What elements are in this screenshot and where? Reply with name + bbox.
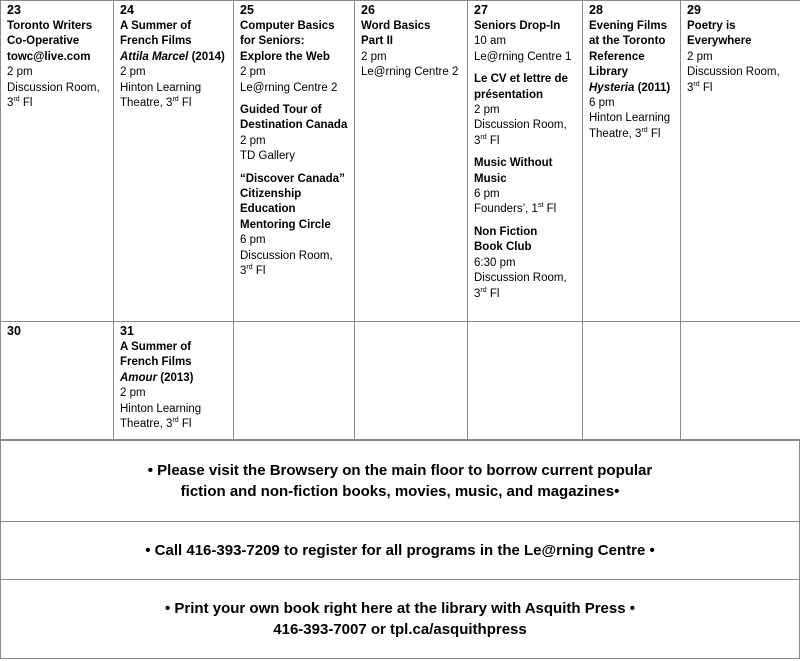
event-title: at the Toronto <box>589 35 666 48</box>
film-year: (2013) <box>157 371 194 384</box>
floor-ordinal: rd <box>480 134 487 142</box>
floor-number: 3 <box>474 134 481 147</box>
event <box>120 19 229 111</box>
day-cell <box>583 322 681 440</box>
event <box>474 19 578 65</box>
day-number: 27 <box>474 3 488 17</box>
event-title: Citizenship <box>240 188 302 201</box>
event-title: Evening Films <box>589 20 667 32</box>
event-location: Le@rning Centre 2 <box>361 66 459 79</box>
event-location: Le@rning Centre 1 <box>474 50 572 63</box>
event-title: towc@live.com <box>7 50 91 63</box>
floor-suffix: Fl <box>252 265 266 278</box>
day-cell <box>234 322 355 440</box>
event-time: 2 pm <box>474 104 500 117</box>
day-cell <box>355 322 468 440</box>
event-title: French Films <box>120 356 192 369</box>
notice-line: • Please visit the Browsery on the main floor to borrow current popular <box>147 462 653 479</box>
floor-suffix: Fl <box>486 287 500 300</box>
day-number: 30 <box>7 324 21 338</box>
day-number: 31 <box>120 324 134 338</box>
notice-line: • Print your own book right here at the library with Asquith Press • <box>164 600 635 617</box>
film-title <box>120 371 229 386</box>
floor-suffix: Fl <box>699 81 713 94</box>
week-row <box>1 322 800 440</box>
floor-suffix: Fl <box>178 418 192 431</box>
event-title: Destination Canada <box>240 119 348 132</box>
day-cell <box>681 322 800 440</box>
event-title: Poetry is <box>687 20 736 32</box>
event-title: Book Club <box>474 241 532 254</box>
event-time: 6 pm <box>589 97 615 110</box>
event-time: 2 pm <box>240 66 266 79</box>
event-time: 6:30 pm <box>474 256 516 269</box>
event <box>240 103 350 165</box>
floor-suffix: Fl <box>178 97 192 110</box>
event-floor <box>687 81 796 96</box>
film-year: (2014) <box>188 50 225 63</box>
event-title: Le CV et lettre de <box>474 73 568 86</box>
day-number: 28 <box>589 3 603 17</box>
event-floor <box>7 96 109 111</box>
event-time: 10 am <box>474 35 506 48</box>
notice-line: • Call 416-393-7209 to register for all programs in the Le@rning Centre • <box>145 541 655 559</box>
day-number: 25 <box>240 3 254 17</box>
event-title: A Summer of <box>120 20 192 32</box>
event-title: French Films <box>120 35 192 48</box>
notice-line: fiction and non-fiction books, movies, music, and magazines• <box>180 483 620 500</box>
event-location: Hinton Learning <box>120 81 202 94</box>
event-location: Hinton Learning <box>589 112 671 125</box>
floor-ordinal: rd <box>172 417 179 425</box>
event-location: Le@rning Centre 2 <box>240 81 338 94</box>
event-location: Discussion Room, <box>7 81 100 94</box>
event-title: présentation <box>474 88 544 101</box>
event-title: Guided Tour of <box>240 104 322 117</box>
day-cell <box>234 1 355 322</box>
event-floor <box>589 127 676 142</box>
floor-prefix: Theatre, <box>120 418 167 431</box>
floor-prefix: Theatre, <box>120 97 167 110</box>
event <box>589 19 676 142</box>
floor-ordinal: rd <box>693 80 700 88</box>
day-cell <box>114 1 234 322</box>
day-cell <box>468 1 583 322</box>
event <box>240 19 350 96</box>
event <box>474 225 578 302</box>
event-title: Part II <box>361 35 393 48</box>
floor-ordinal: rd <box>13 96 20 104</box>
day-number: 24 <box>120 3 134 17</box>
floor-prefix: Theatre, <box>589 127 636 140</box>
week-row <box>1 1 800 322</box>
floor-number: 3 <box>166 418 173 431</box>
event-title: Mentoring Circle <box>240 218 331 231</box>
floor-number: 3 <box>635 127 642 140</box>
event-time: 2 pm <box>120 387 146 400</box>
event-floor <box>474 134 578 149</box>
event-title: Library <box>589 66 628 79</box>
floor-suffix: Fl <box>647 127 661 140</box>
event-location: Discussion Room, <box>240 249 333 262</box>
event-floor <box>120 417 229 432</box>
event-title: Reference <box>589 50 645 63</box>
floor-ordinal: rd <box>246 264 253 272</box>
event-title: Seniors Drop-In <box>474 20 561 32</box>
floor-number: 3 <box>240 265 247 278</box>
event <box>120 340 229 432</box>
event-title: Music <box>474 172 507 185</box>
floor-ordinal: rd <box>480 286 487 294</box>
floor-suffix: Fl <box>486 134 500 147</box>
floor-number: 3 <box>687 81 694 94</box>
event-time: 2 pm <box>361 50 387 63</box>
event-location: TD Gallery <box>240 150 295 163</box>
event-title: Toronto Writers <box>7 20 93 32</box>
event-time: 2 pm <box>7 66 33 79</box>
floor-number: 3 <box>166 97 173 110</box>
event <box>7 19 109 111</box>
day-cell <box>1 322 114 440</box>
floor-prefix: Founders’, <box>474 203 532 216</box>
floor-number: 3 <box>7 97 14 110</box>
floor-ordinal: st <box>537 202 544 210</box>
event-title: for Seniors: <box>240 35 305 48</box>
day-cell <box>468 322 583 440</box>
floor-suffix: Fl <box>19 97 33 110</box>
event-location: Discussion Room, <box>687 66 780 79</box>
event-title: A Summer of <box>120 341 192 353</box>
event-floor <box>240 264 350 279</box>
event-time: 6 pm <box>240 234 266 247</box>
day-number: 23 <box>7 3 21 17</box>
event <box>687 19 796 96</box>
floor-number: 1 <box>531 203 538 216</box>
event-title: “Discover Canada” <box>240 172 345 185</box>
event-time: 2 pm <box>120 66 146 79</box>
notice-line: 416-393-7007 or tpl.ca/asquithpress <box>273 621 527 638</box>
event <box>474 156 578 218</box>
event-location: Discussion Room, <box>474 119 567 132</box>
event-title: Word Basics <box>361 20 431 32</box>
event-floor <box>474 287 578 302</box>
event-title: Computer Basics <box>240 20 335 32</box>
day-cell <box>681 1 800 322</box>
event-title: Education <box>240 203 296 216</box>
asquith-press-notice <box>0 580 800 659</box>
film-year: (2011) <box>634 81 671 94</box>
day-cell <box>1 1 114 322</box>
day-cell <box>114 322 234 440</box>
event-time: 6 pm <box>474 188 500 201</box>
event-title: Everywhere <box>687 35 752 48</box>
film-name: Hysteria <box>589 81 635 94</box>
event-floor <box>474 202 578 217</box>
register-notice <box>0 521 800 580</box>
film-title <box>120 50 229 65</box>
day-cell <box>355 1 468 322</box>
film-name: Attila Marcel <box>120 50 189 63</box>
event <box>361 19 463 81</box>
floor-suffix: Fl <box>543 203 557 216</box>
event-title: Non Fiction <box>474 225 538 238</box>
day-number: 29 <box>687 3 701 17</box>
film-name: Amour <box>120 371 158 384</box>
event-title: Music Without <box>474 157 553 170</box>
event-time: 2 pm <box>687 50 713 63</box>
floor-ordinal: rd <box>641 127 648 135</box>
event-time: 2 pm <box>240 134 266 147</box>
event <box>240 172 350 280</box>
floor-ordinal: rd <box>172 96 179 104</box>
event-title: Explore the Web <box>240 50 330 63</box>
day-number: 26 <box>361 3 375 17</box>
floor-number: 3 <box>474 287 481 300</box>
event-floor <box>120 96 229 111</box>
browsery-notice <box>0 440 800 522</box>
event-location: Discussion Room, <box>474 272 567 285</box>
event-location: Hinton Learning <box>120 402 202 415</box>
event <box>474 72 578 149</box>
film-title <box>589 81 676 96</box>
event-title: Co-Operative <box>7 35 80 48</box>
day-cell <box>583 1 681 322</box>
